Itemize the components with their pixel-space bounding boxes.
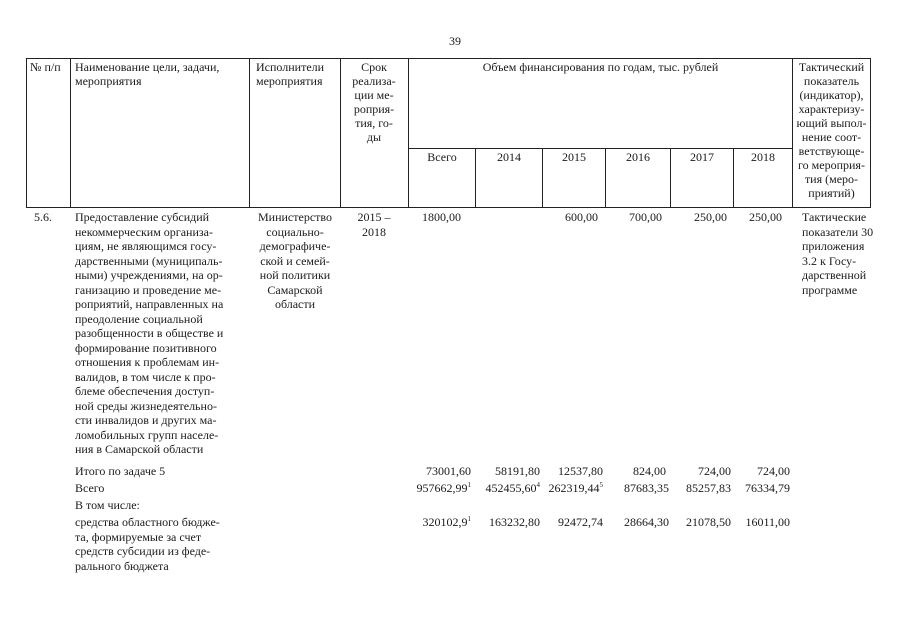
- row-name-line: разобщенности в обществе и: [75, 326, 224, 340]
- header-indicator-7: ветствующе-: [798, 144, 865, 158]
- row-name-line: ганизацию и проведение ме-: [75, 282, 222, 297]
- row-indicator-line: 3.2 к Госу-: [802, 253, 857, 268]
- row-name-line: отношения к проблемам ин-: [75, 355, 220, 369]
- task-2015-value: 12537,80: [558, 464, 603, 478]
- row-name-line: блеме обеспечения доступ-: [75, 384, 215, 398]
- regional-2018-value: 16011,00: [745, 515, 790, 529]
- row-exec-line: Самарской: [267, 282, 323, 297]
- task-2017-value: 724,00: [698, 464, 731, 478]
- regional-label-line: рального бюджета: [75, 558, 169, 573]
- grand-2014-value: 452455,60$^4$: [485, 481, 540, 495]
- regional-label-line: та, формируемые за счет: [75, 529, 202, 544]
- task-2016-value: 824,00: [633, 464, 666, 478]
- row-2016: 700,00: [629, 210, 662, 224]
- grand-2015-value: 262319,44$^5$: [548, 481, 603, 495]
- regional-2017-value: 21078,50: [686, 515, 731, 529]
- row-number: 5.6.: [34, 210, 52, 224]
- header-year-2018: 2018: [751, 150, 775, 164]
- row-exec-line: Министерство: [258, 210, 332, 224]
- header-exec-2: мероприятия: [256, 74, 323, 88]
- row-term-line: 2015 –: [357, 210, 391, 224]
- grand-total-value: 957662,99$^1$: [416, 481, 471, 495]
- row-name-line: ными) учреждениями, на ор-: [75, 268, 223, 282]
- row-exec-line: ской и семей-: [260, 253, 330, 268]
- row-exec-line: демографиче-: [259, 239, 331, 253]
- task-2018-value: 724,00: [757, 464, 790, 478]
- regional-2014-value: 163232,80: [489, 515, 540, 529]
- task-total-label: Итого по задаче 5: [75, 464, 166, 478]
- header-name-2: мероприятия: [75, 74, 142, 88]
- header-indicator-5: ющий выпол-: [796, 116, 867, 130]
- row-exec-line: социально-: [266, 224, 324, 239]
- regional-label-line: средств субсидии из феде-: [75, 544, 211, 558]
- row-name-line: роприятий, направленных на: [75, 297, 224, 311]
- header-year-2014: 2014: [497, 150, 521, 164]
- task-total-value: 73001,60: [426, 464, 471, 478]
- header-indicator-1: Тактический: [798, 60, 865, 74]
- row-name-line: циям, не являющимся госу-: [75, 239, 217, 253]
- header-indicator-3: (индикатор),: [799, 88, 864, 102]
- task-2014-value: 58191,80: [495, 464, 540, 478]
- row-2017: 250,00: [694, 210, 727, 224]
- header-indicator-8: го мероприя-: [798, 158, 865, 172]
- header-term-5: тия, го-: [355, 116, 393, 130]
- row-exec-line: ной политики: [259, 268, 331, 282]
- header-num: № п/п: [30, 60, 61, 74]
- header-year-2015: 2015: [562, 150, 586, 164]
- row-2015: 600,00: [565, 210, 598, 224]
- row-name-line: Предоставление субсидий: [75, 210, 210, 224]
- row-name-line: дарственными (муниципаль-: [75, 253, 223, 268]
- row-indicator-line: показатели 30: [802, 224, 874, 239]
- row-indicator-line: программе: [802, 282, 858, 297]
- header-indicator-10: приятий): [808, 186, 855, 200]
- row-term-line: 2018: [362, 224, 386, 239]
- header-indicator-2: показатель: [803, 74, 860, 88]
- header-term-4: роприя-: [353, 102, 395, 116]
- regional-2016-value: 28664,30: [624, 515, 669, 529]
- header-year-2017: 2017: [690, 150, 714, 164]
- row-indicator-line: Тактические: [802, 210, 867, 224]
- header-indicator-6: нение соот-: [801, 130, 862, 144]
- header-exec-1: Исполнители: [256, 60, 325, 74]
- header-indicator-4: характеризу-: [798, 102, 865, 116]
- grand-2017-value: 85257,83: [686, 481, 731, 495]
- row-name-line: сти инвалидов и других ма-: [75, 413, 217, 427]
- regional-total-value: 320102,9$^1$: [422, 515, 471, 529]
- row-indicator-line: приложения: [802, 239, 865, 253]
- regional-2015-value: 92472,74: [558, 515, 603, 529]
- header-term-1: Срок: [361, 60, 387, 74]
- grand-2018-value: 76334,79: [745, 481, 790, 495]
- header-finance-title: Объем финансирования по годам, тыс. рублей: [482, 60, 719, 74]
- header-term-2: реализа-: [352, 74, 396, 88]
- row-total: 1800,00: [422, 210, 461, 224]
- header-name-1: Наименование цели, задачи,: [75, 60, 220, 74]
- regional-label-line: средства областного бюдже-: [75, 515, 220, 529]
- page-number: 39: [449, 34, 461, 48]
- header-total: Всего: [427, 150, 457, 164]
- header-term-6: ды: [366, 130, 382, 144]
- row-name-line: некоммерческим организа-: [75, 224, 213, 239]
- row-name-line: преодоление социальной: [75, 311, 203, 326]
- row-name-line: ломобильных групп населе-: [75, 427, 219, 442]
- header-indicator-9: тия (меро-: [804, 172, 859, 186]
- row-2018: 250,00: [749, 210, 782, 224]
- row-name-line: формирование позитивного: [75, 340, 217, 355]
- row-indicator-line: дарственной: [802, 268, 867, 282]
- row-name-line: валидов, в том числе к про-: [75, 369, 216, 384]
- header-year-2016: 2016: [626, 150, 650, 164]
- row-name-line: ной среды жизнедеятельно-: [75, 398, 217, 413]
- including-label: В том числе:: [75, 498, 140, 512]
- grand-total-label: Всего: [75, 481, 105, 495]
- grand-2016-value: 87683,35: [624, 481, 669, 495]
- row-exec-line: области: [274, 297, 316, 311]
- row-name-line: ния в Самарской области: [75, 442, 204, 456]
- header-term-3: ции ме-: [354, 88, 394, 102]
